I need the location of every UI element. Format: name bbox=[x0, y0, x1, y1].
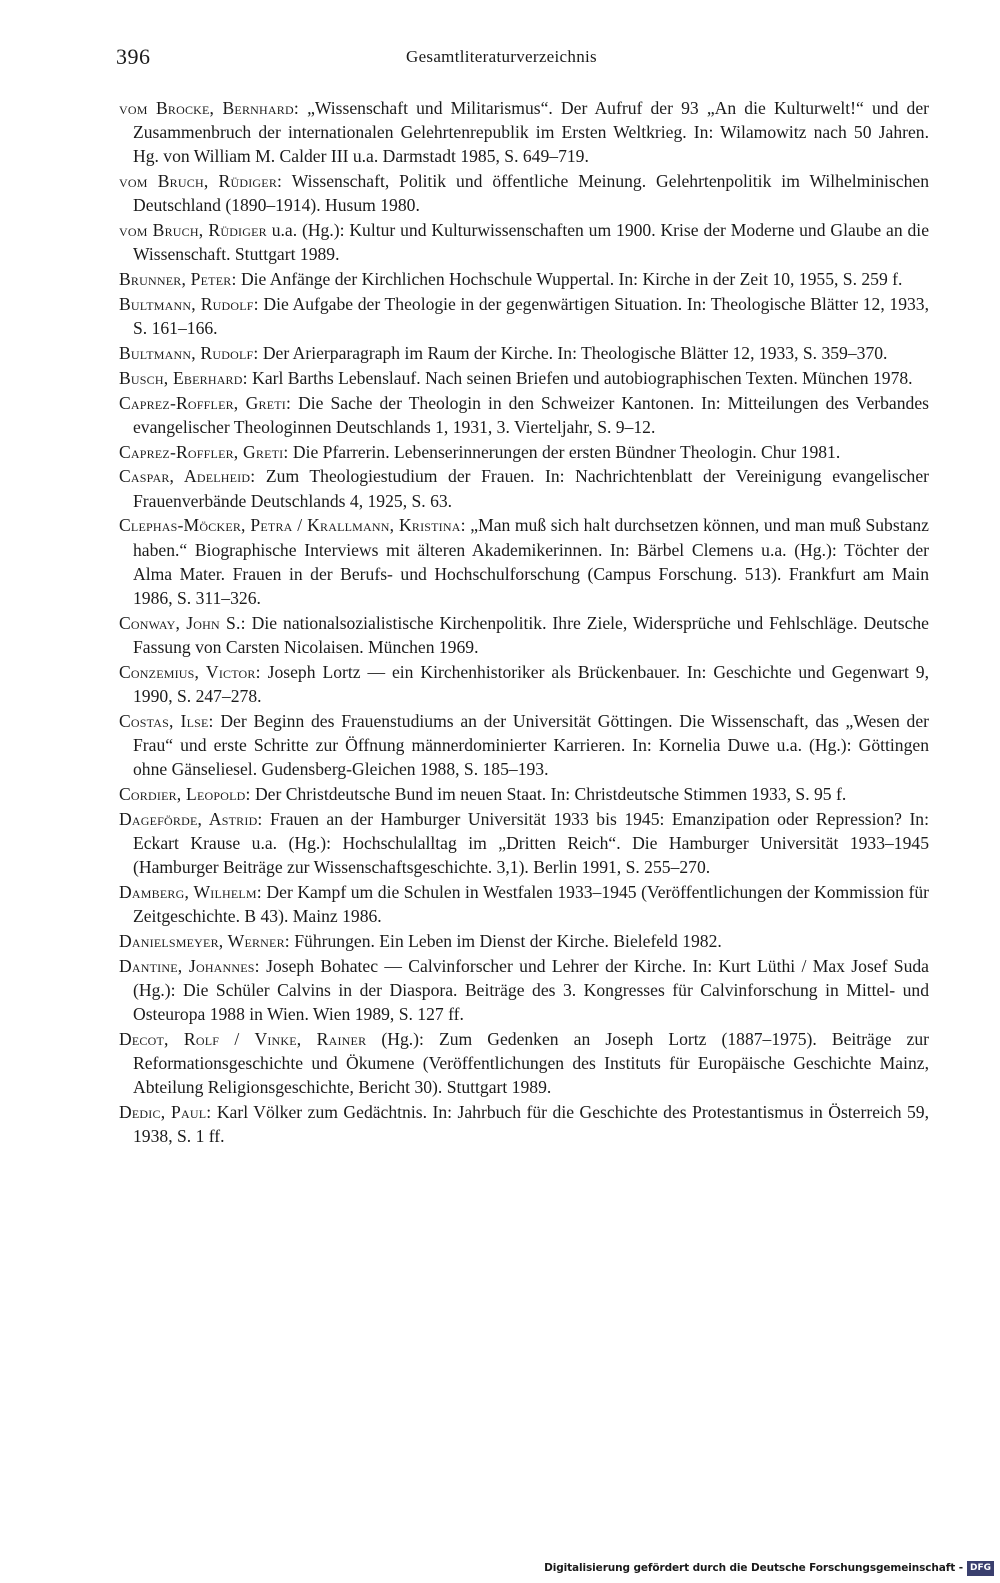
running-title: Gesamtliteraturverzeichnis bbox=[406, 47, 597, 66]
entry-text: Frauen an der Hamburger Universität 1933 bis 1945: Emanzipation oder Repression? In: Eckart Krause u.a. (Hg.): Hochschulalltag im „Dritten Reich“. Die Hamburger Universität 1933–1945 (Hamburger Beiträge zur Wissenschaftsgeschichte. 3,1). Berlin 1991, S. 255–270. bbox=[133, 808, 929, 878]
bibliography-entry bbox=[119, 341, 929, 365]
entry-author: Caprez-Roffler, Greti: bbox=[119, 392, 292, 413]
bibliography-entry bbox=[119, 366, 929, 390]
entry-text: „Man muß sich halt durchsetzen können, und man muß Substanz haben.“ Biographische Interviews mit älteren Akademikerinnen. In: Bärbel Clemens u.a. (Hg.): Töchter der Alma Mater. Frauen in der Berufs- und Hochschulforschung (Campus Forschung. 513). Frankfurt am Main 1986, S. 311–326. bbox=[133, 515, 929, 608]
entry-author: Brunner, Peter: bbox=[119, 269, 237, 290]
entry-author: vom Brocke, Bernhard: bbox=[119, 98, 299, 118]
bibliography-entry bbox=[119, 292, 929, 340]
footer-credit: Digitalisierung gefördert durch die Deutsche Forschungsgemeinschaft - bbox=[544, 1562, 963, 1574]
bibliography-entry bbox=[119, 954, 929, 1027]
entry-text: Karl Völker zum Gedächtnis. In: Jahrbuch für die Geschichte des Protestantismus in Österreich 59, 1938, S. 1 ff. bbox=[133, 1102, 930, 1147]
entry-author: Costas, Ilse: bbox=[119, 710, 214, 731]
bibliography-entry bbox=[119, 1027, 929, 1100]
bibliography-entry bbox=[119, 464, 929, 512]
dfg-logo-icon: DFG bbox=[967, 1561, 994, 1576]
bibliography-entry bbox=[119, 709, 929, 782]
entry-text: Karl Barths Lebenslauf. Nach seinen Briefen und autobiographischen Texten. München 1978. bbox=[247, 367, 913, 388]
bibliography-entry bbox=[119, 660, 929, 708]
entry-author: Dantine, Johannes: bbox=[119, 955, 260, 976]
entry-text: Joseph Bohatec — Calvinforscher und Lehrer der Kirche. In: Kurt Lüthi / Max Josef Suda (Hg.): Die Schüler Calvins in der Diaspora. Beiträge des 3. Kongresses für Calvinforschung in Mittel- und Osteuropa 1988 in Wien. Wien 1989, S. 127 ff. bbox=[133, 955, 929, 1025]
entry-author: Danielsmeyer, Werner: bbox=[119, 931, 290, 951]
entry-text: u.a. (Hg.): Kultur und Kulturwissenschaften um 1900. Krise der Moderne und Glaube an die Wissenschaft. Stuttgart 1989. bbox=[133, 220, 930, 265]
entry-author: Bultmann, Rudolf: bbox=[119, 343, 259, 363]
entry-text: Der Kampf um die Schulen in Westfalen 1933–1945 (Veröffentlichungen der Kommission für Zeitgeschichte. B 43). Mainz 1986. bbox=[133, 882, 929, 927]
entry-author: vom Bruch, Rüdiger: bbox=[119, 171, 283, 192]
bibliography-entry bbox=[119, 929, 929, 953]
bibliography-entry bbox=[119, 218, 929, 266]
entry-text: Die nationalsozialistische Kirchenpolitik. Ihre Ziele, Widersprüche und Fehlschläge. Deutsche Fassung von Carsten Nicolaisen. München 1969. bbox=[133, 612, 929, 657]
entry-author: Conway, John S.: bbox=[119, 612, 246, 633]
entry-text: „Wissenschaft und Militarismus“. Der Aufruf der 93 „An die Kulturwelt!“ und der Zusammenbruch der internationalen Gelehrtenrepublik im Ersten Weltkrieg. In: Wilamowitz nach 50 Jahren. Hg. von William M. Calder III u.a. Darmstadt 1985, S. 649–719. bbox=[133, 98, 929, 167]
entry-author: Caprez-Roffler, Greti: bbox=[119, 441, 289, 462]
entry-author: Conzemius, Victor: bbox=[119, 661, 261, 682]
bibliography-entry bbox=[119, 611, 929, 659]
entry-author: Decot, Rolf / Vinke, Rainer bbox=[119, 1029, 367, 1049]
entry-author: Dageförde, Astrid: bbox=[119, 808, 263, 829]
bibliography-list bbox=[119, 96, 929, 1149]
entry-text: Der Christdeutsche Bund im neuen Staat. In: Christdeutsche Stimmen 1933, S. 95 f. bbox=[250, 784, 847, 804]
entry-text: Wissenschaft, Politik und öffentliche Meinung. Gelehrtenpolitik im Wilhelminischen Deutschland (1890–1914). Husum 1980. bbox=[133, 171, 929, 216]
bibliography-entry bbox=[119, 513, 929, 610]
entry-text: Joseph Lortz — ein Kirchenhistoriker als Brückenbauer. In: Geschichte und Gegenwart 9, 1990, S. 247–278. bbox=[133, 661, 929, 706]
entry-text: Die Sache der Theologin in den Schweizer Kantonen. In: Mitteilungen des Verbandes evangelischer Theologinnen Deutschlands 1, 1931, 3. Vierteljahr, S. 9–12. bbox=[133, 392, 929, 437]
entry-text: Der Arierparagraph im Raum der Kirche. In: Theologische Blätter 12, 1933, S. 359–370. bbox=[258, 343, 888, 363]
entry-text: Die Pfarrerin. Lebenserinnerungen der ersten Bündner Theologin. Chur 1981. bbox=[288, 441, 841, 462]
bibliography-entry bbox=[119, 391, 929, 439]
entry-text: Führungen. Ein Leben im Dienst der Kirche. Bielefeld 1982. bbox=[289, 931, 722, 951]
bibliography-entry bbox=[119, 440, 929, 464]
entry-author: Busch, Eberhard: bbox=[119, 367, 248, 388]
entry-text: Zum Theologiestudium der Frauen. In: Nachrichtenblatt der Vereinigung evangelischer Frauenverbände Deutschlands 4, 1925, S. 63. bbox=[133, 466, 929, 511]
bibliography-entry bbox=[119, 807, 929, 880]
entry-author: Cordier, Leopold: bbox=[119, 784, 251, 804]
entry-author: Clephas-Möcker, Petra / Krallmann, Kristina: bbox=[119, 515, 466, 536]
entry-author: vom Bruch, Rüdiger bbox=[119, 220, 267, 241]
bibliography-entry bbox=[119, 782, 929, 806]
bibliography-entry bbox=[119, 267, 929, 291]
entry-author: Dedic, Paul: bbox=[119, 1102, 212, 1123]
page-header bbox=[116, 44, 928, 74]
entry-text: Der Beginn des Frauenstudiums an der Universität Göttingen. Die Wissenschaft, das „Wesen der Frau“ und erste Schritte zur Öffnung männerdominierter Karrieren. In: Kornelia Duwe u.a. (Hg.): Göttingen ohne Gänseliesel. Gudensberg-Gleichen 1988, S. 185–193. bbox=[133, 710, 929, 780]
bibliography-entry bbox=[119, 169, 929, 217]
digitization-footer bbox=[544, 1559, 994, 1577]
entry-author: Damberg, Wilhelm: bbox=[119, 882, 262, 902]
entry-text: Die Anfänge der Kirchlichen Hochschule Wuppertal. In: Kirche in der Zeit 10, 1955, S. 259 f. bbox=[236, 269, 903, 290]
bibliography-entry bbox=[119, 96, 929, 169]
entry-author: Caspar, Adelheid: bbox=[119, 466, 256, 487]
entry-author: Bultmann, Rudolf: bbox=[119, 294, 259, 314]
page-number: 396 bbox=[116, 44, 151, 69]
entry-text: (Hg.): Zum Gedenken an Joseph Lortz (1887–1975). Beiträge zur Reformationsgeschichte und Ökumene (Veröffentlichungen des Instituts für Europäische Geschichte Mainz, Abteilung Religionsgeschichte, Bericht 30). Stuttgart 1989. bbox=[133, 1029, 930, 1098]
bibliography-entry bbox=[119, 1100, 929, 1148]
entry-text: Die Aufgabe der Theologie in der gegenwärtigen Situation. In: Theologische Blätter 12, 1933, S. 161–166. bbox=[133, 294, 929, 339]
bibliography-entry bbox=[119, 880, 929, 928]
